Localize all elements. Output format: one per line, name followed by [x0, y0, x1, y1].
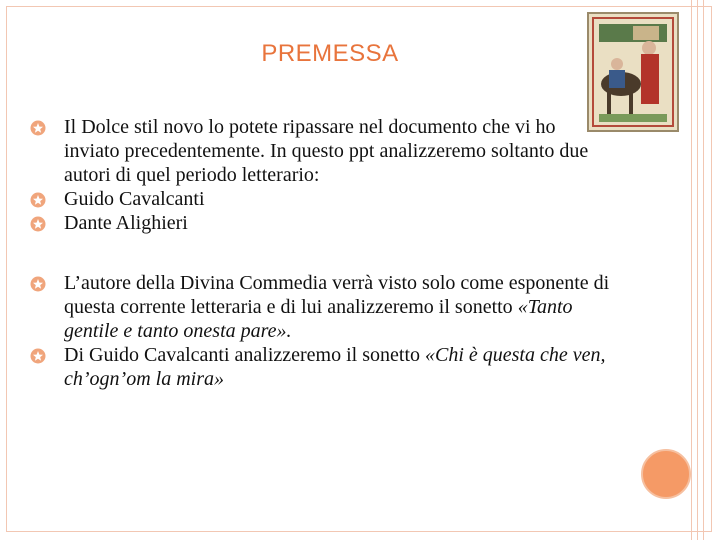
manuscript-illustration	[587, 12, 679, 132]
star-bullet-icon	[30, 276, 46, 292]
slide-title: PREMESSA	[261, 40, 399, 67]
decorative-line	[691, 0, 692, 540]
decorative-line	[697, 0, 698, 540]
bullet-text: Dante Alighieri	[64, 212, 188, 234]
star-bullet-icon	[30, 348, 46, 364]
bullet-text: Di Guido Cavalcanti analizzeremo il sonetto	[64, 344, 425, 366]
bullet-text: Il Dolce stil novo lo potete ripassare nel documento che vi ho inviato precedentemente. In questo ppt analizzeremo soltanto due autori di quel periodo letterario:	[64, 116, 589, 186]
star-bullet-icon	[30, 120, 46, 136]
bullet-item	[30, 271, 610, 343]
bullet-item	[30, 343, 610, 391]
decorative-circle	[641, 449, 691, 499]
bullet-item	[30, 115, 610, 187]
bullet-item	[30, 187, 610, 211]
bullet-text: Guido Cavalcanti	[64, 188, 205, 210]
bullet-text: L’autore della Divina Commedia verrà visto solo come esponente di questa corrente letteraria e di lui analizzeremo il sonetto	[64, 272, 610, 318]
decorative-line	[703, 0, 704, 540]
star-bullet-icon	[30, 216, 46, 232]
sonnet-title: «Tanto gentile e tanto onesta pare».	[64, 296, 573, 342]
bullet-list	[30, 115, 610, 391]
sonnet-title: «Chi è questa che ven, ch’ogn’om la mira»	[64, 344, 606, 390]
bullet-item	[30, 211, 610, 235]
star-bullet-icon	[30, 192, 46, 208]
